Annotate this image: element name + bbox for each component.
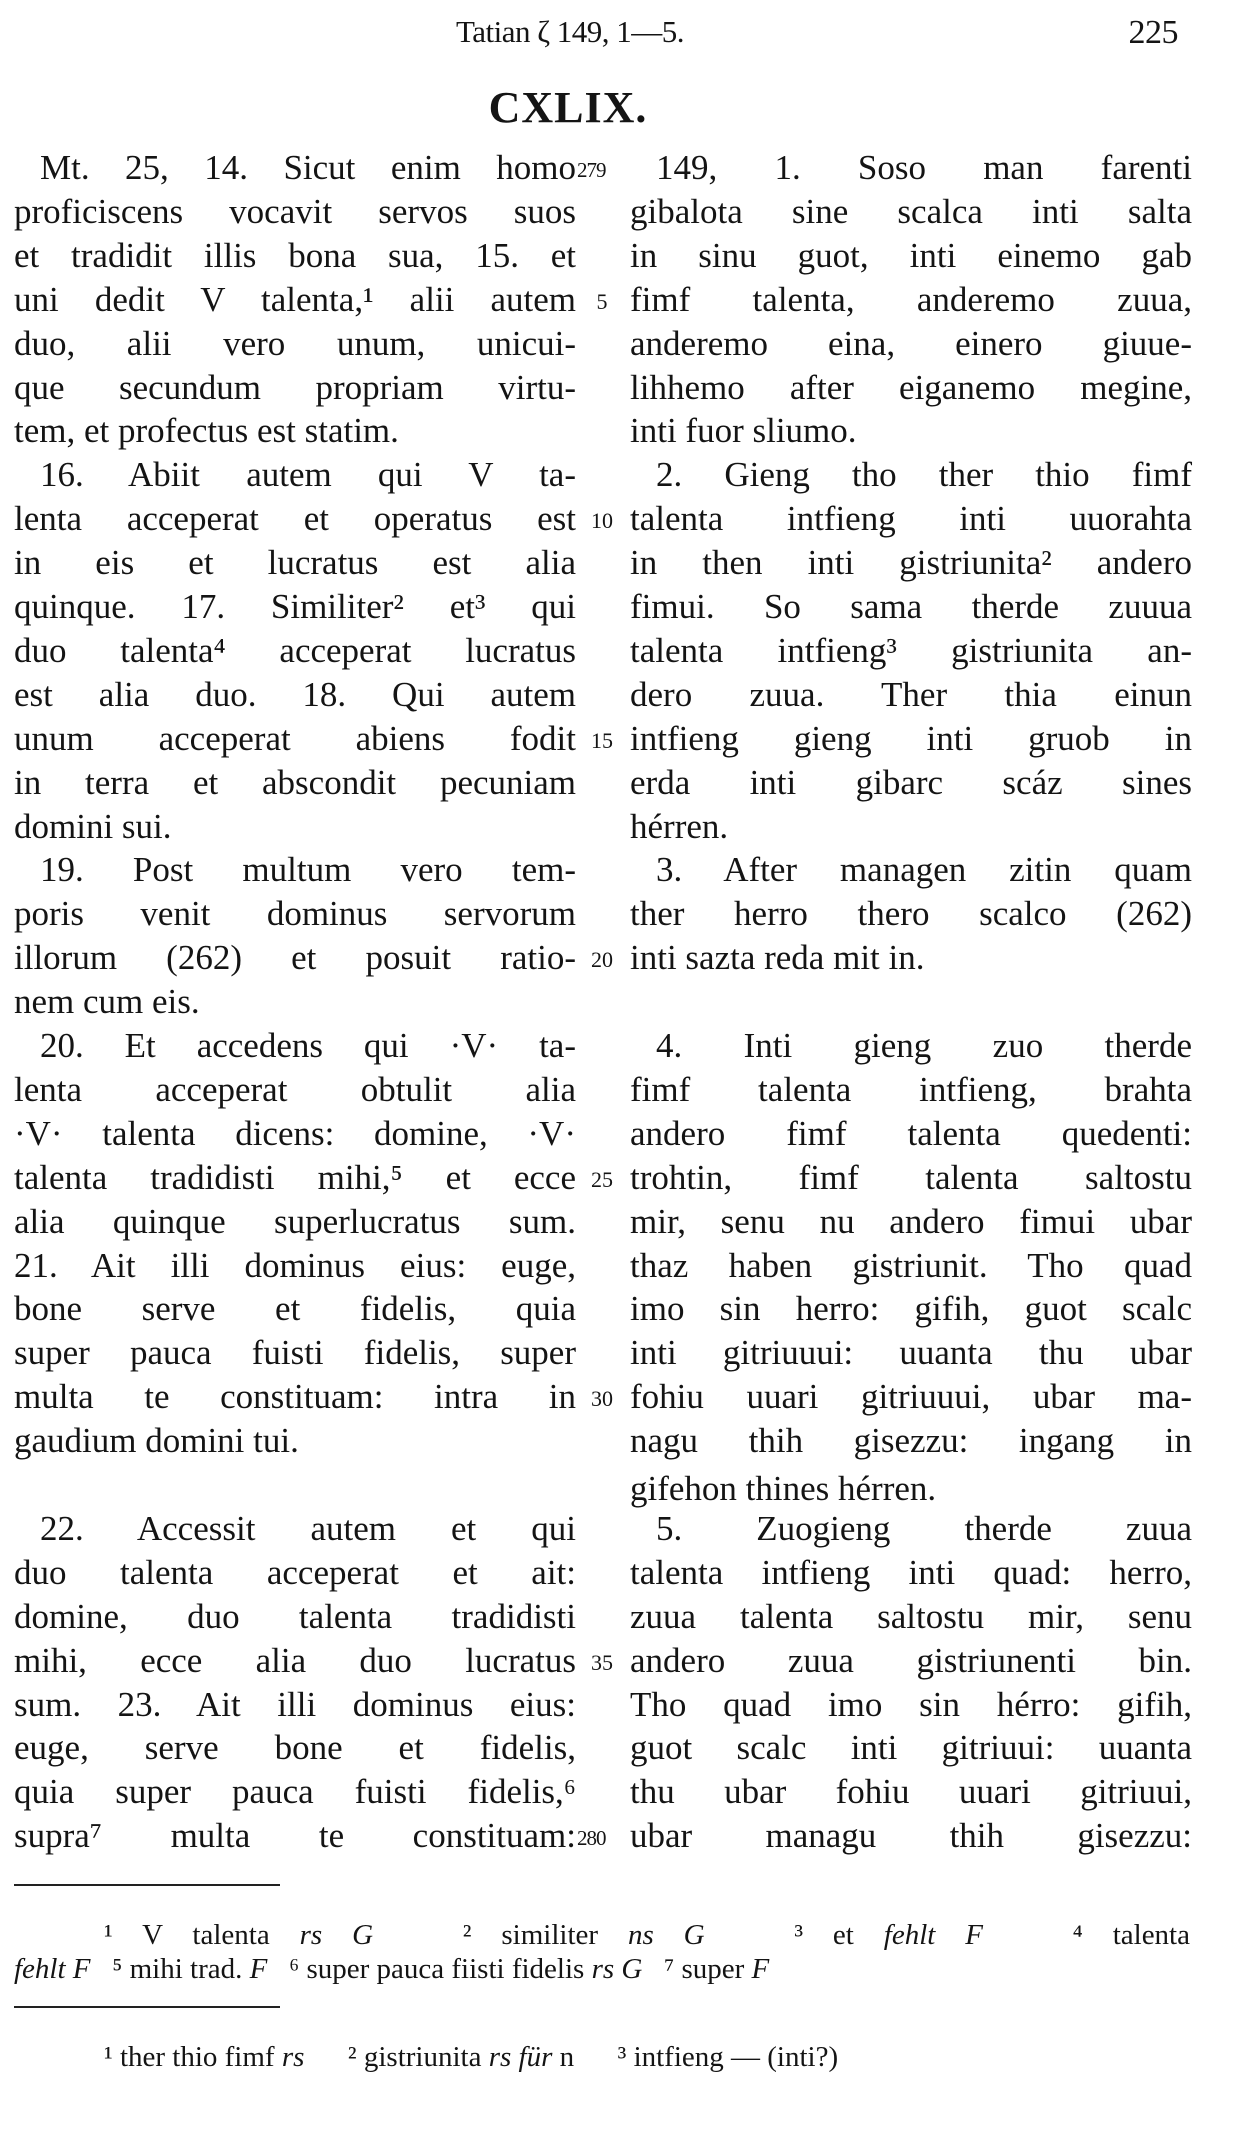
latin-text-line: unum acceperat abiens fodit (14, 718, 576, 758)
footnote-text: ¹ V talenta (104, 1919, 300, 1951)
old-high-german-text-line: andero zuua gistriunenti bin. (630, 1640, 1192, 1680)
latin-text-line: uni dedit V talenta,¹ alii autem (14, 279, 576, 319)
old-high-german-text-line: guot scalc inti gitriuui: uuanta (630, 1728, 1192, 1768)
footnote-rule (14, 1884, 280, 1886)
footnote-siglum: ns G (627, 1919, 705, 1951)
old-high-german-text-line: fimf talenta intfieng, brahta (630, 1069, 1192, 1109)
old-high-german-text-line: Tho quad imo sin hérro: gifih, (630, 1684, 1192, 1724)
old-high-german-text-line: 3. After managen zitin quam (656, 850, 1192, 890)
footnote-text: ⁶ super pauca fiisti fidelis (267, 1953, 592, 1985)
footnote-siglum: rs für (488, 2041, 553, 2073)
old-high-german-text-line: fohiu uuari gitriuuui, ubar ma- (630, 1377, 1192, 1417)
latin-text-line: nem cum eis. (14, 982, 200, 1022)
old-high-german-text-line: hérren. (630, 806, 729, 846)
latin-text-line: talenta tradidisti mihi,⁵ et ecce (14, 1157, 576, 1197)
footnote-text: ⁷ super (642, 1953, 752, 1985)
latin-text-line: in eis et lucratus est alia (14, 543, 576, 583)
footnote-siglum: F (249, 1953, 268, 1985)
footnote-siglum: rs (281, 2041, 305, 2073)
footnote-text: ⁴ talenta (982, 1919, 1190, 1951)
latin-text-line: ·V· talenta dicens: domine, ·V· (14, 1113, 576, 1153)
chapter-title: CXLIX. (488, 83, 648, 132)
old-high-german-text-line: erda inti gibarc scáz sines (630, 762, 1192, 802)
page-reference-mark: 279 (577, 158, 606, 182)
latin-text-line: poris venit dominus servorum (14, 894, 576, 934)
latin-text-line: sum. 23. Ait illi dominus eius: (14, 1684, 576, 1724)
old-high-german-text-line: talenta intfieng inti uuorahta (630, 499, 1192, 539)
old-high-german-text-line: ubar managu thih gisezzu: (630, 1816, 1192, 1856)
old-high-german-text-line: gibalota sine scalca inti salta (630, 191, 1192, 231)
latin-text-line: euge, serve bone et fidelis, (14, 1728, 576, 1768)
old-high-german-text-line: thaz haben gistriunit. Tho quad (630, 1245, 1192, 1285)
line-number: 35 (591, 1649, 613, 1675)
latin-text-line: lenta acceperat et operatus est (14, 499, 576, 539)
old-high-german-text-line: in then inti gistriunita² andero (630, 543, 1192, 583)
footnote-text: n ³ intfieng — (inti?) (552, 2041, 839, 2073)
latin-text-line: que secundum propriam virtu- (14, 367, 576, 407)
footnote-siglum: fehlt F (883, 1919, 983, 1951)
page-reference-mark: 280 (577, 1826, 606, 1851)
latin-text-line: 20. Et accedens qui ·V· ta- (40, 1026, 576, 1065)
footnote-text: ² similiter (373, 1919, 628, 1951)
old-high-german-text-line: in sinu guot, inti einemo gab (630, 235, 1192, 275)
latin-text-line: 16. Abiit autem qui V ta- (40, 455, 576, 495)
footnote-line (14, 1952, 1190, 1986)
line-number: 20 (591, 947, 613, 973)
footnote-siglum: fehlt F (14, 1953, 91, 1985)
old-high-german-text-line: andero fimf talenta quedenti: (630, 1113, 1192, 1153)
footnote-line (14, 1918, 1190, 1952)
old-high-german-text-line: 149, 1. Soso man farenti (656, 148, 1192, 187)
footnote-line (14, 2040, 1190, 2074)
old-high-german-text-line: inti fuor sliumo. (630, 411, 857, 451)
footnote-text: ¹ ther thio fimf (104, 2041, 282, 2073)
old-high-german-text-line: inti gitriuuui: uuanta thu ubar (630, 1333, 1192, 1373)
old-high-german-text-line: fimui. So sama therde zuuua (630, 587, 1192, 626)
old-high-german-text-line: 5. Zuogieng therde zuua (656, 1508, 1192, 1548)
latin-text-line: quia super pauca fuisti fidelis,⁶ (14, 1772, 576, 1812)
latin-text-line: tem, et profectus est statim. (14, 411, 399, 451)
line-number: 10 (591, 508, 613, 534)
latin-text-line: duo, alii vero unum, unicui- (14, 323, 576, 363)
line-number: 25 (591, 1166, 613, 1192)
old-high-german-text-line: fimf talenta, anderemo zuua, (630, 279, 1192, 319)
old-high-german-text-line: gifehon thines hérren. (630, 1469, 937, 1508)
old-high-german-text-line: talenta intfieng inti quad: herro, (630, 1552, 1192, 1592)
latin-text-line: multa te constituam: intra in (14, 1377, 576, 1417)
latin-text-line: lenta acceperat obtulit alia (14, 1069, 576, 1109)
latin-text-line: et tradidit illis bona sua, 15. et (14, 235, 576, 275)
latin-text-line: 21. Ait illi dominus eius: euge, (14, 1245, 576, 1285)
page-number: 225 (1128, 14, 1178, 51)
latin-text-line: domini sui. (14, 806, 172, 846)
old-high-german-text-line: 2. Gieng tho ther thio fimf (656, 455, 1192, 495)
old-high-german-text-line: thu ubar fohiu uuari gitriuui, (630, 1772, 1192, 1812)
old-high-german-text-line: nagu thih gisezzu: ingang in (630, 1421, 1192, 1461)
latin-text-line: in terra et abscondit pecuniam (14, 762, 576, 802)
latin-text-line: mihi, ecce alia duo lucratus (14, 1640, 576, 1680)
old-high-german-text-line: intfieng gieng inti gruob in (630, 718, 1192, 758)
latin-text-line: supra⁷ multa te constituam: (14, 1816, 576, 1856)
latin-text-line: proficiscens vocavit servos suos (14, 191, 576, 231)
footnote-text: ⁵ mihi trad. (90, 1953, 250, 1985)
old-high-german-text-line: ther herro thero scalco (262) (630, 894, 1192, 934)
latin-text-line: gaudium domini tui. (14, 1421, 299, 1461)
latin-text-line: est alia duo. 18. Qui autem (14, 674, 576, 714)
footnote-text: ² gistriunita (304, 2041, 489, 2073)
old-high-german-text-line: inti sazta reda mit in. (630, 938, 925, 978)
footnote-text: ³ et (704, 1919, 884, 1951)
latin-text-line: alia quinque superlucratus sum. (14, 1201, 576, 1241)
old-high-german-text-line: zuua talenta saltostu mir, senu (630, 1596, 1192, 1636)
line-number: 30 (591, 1386, 613, 1412)
footnote-siglum: rs G (591, 1953, 643, 1985)
footnote-siglum: F (751, 1953, 770, 1985)
latin-text-line: duo talenta acceperat et ait: (14, 1552, 576, 1592)
footnote-siglum: rs G (299, 1919, 374, 1951)
running-title: Tatian ζ 149, 1—5. (455, 14, 685, 49)
old-high-german-text-line: mir, senu nu andero fimui ubar (630, 1201, 1192, 1241)
latin-text-line: duo talenta⁴ acceperat lucratus (14, 630, 576, 670)
old-high-german-text-line: 4. Inti gieng zuo therde (656, 1026, 1192, 1065)
old-high-german-text-line: dero zuua. Ther thia einun (630, 674, 1192, 714)
old-high-german-text-line: talenta intfieng³ gistriunita an- (630, 630, 1192, 670)
latin-text-line: domine, duo talenta tradidisti (14, 1596, 576, 1636)
old-high-german-text-line: imo sin herro: gifih, guot scalc (630, 1289, 1192, 1329)
latin-text-line: 22. Accessit autem et qui (40, 1508, 576, 1548)
line-number: 15 (591, 727, 613, 753)
latin-text-line: super pauca fuisti fidelis, super (14, 1333, 576, 1373)
old-high-german-text-line: trohtin, fimf talenta saltostu (630, 1157, 1192, 1197)
latin-text-line: illorum (262) et posuit ratio- (14, 938, 576, 978)
latin-text-line: 19. Post multum vero tem- (40, 850, 576, 890)
footnote-rule (14, 2006, 280, 2008)
line-number: 5 (596, 288, 608, 314)
latin-text-line: bone serve et fidelis, quia (14, 1289, 576, 1329)
old-high-german-text-line: lihhemo after eiganemo megine, (630, 367, 1192, 407)
latin-text-line: Mt. 25, 14. Sicut enim homo (40, 148, 576, 187)
latin-text-line: quinque. 17. Similiter² et³ qui (14, 587, 576, 626)
old-high-german-text-line: anderemo eina, einero giuue- (630, 323, 1192, 363)
